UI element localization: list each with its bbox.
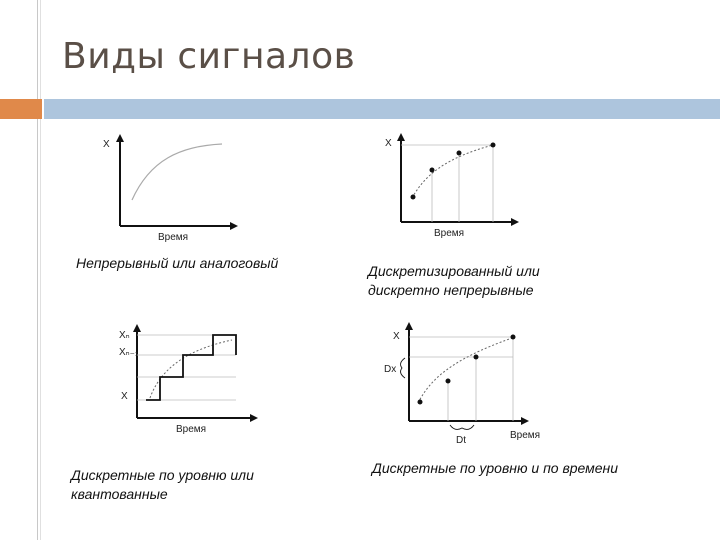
- panel4-y-label: X: [393, 331, 400, 342]
- panel2-dotted-curve: [412, 145, 493, 198]
- panel2-sample-point: [411, 195, 416, 200]
- caption-sampled: [368, 262, 540, 300]
- panel1-x-label: Время: [158, 232, 189, 243]
- panel2-x-label: Время: [434, 228, 465, 239]
- panel3-x-label: Время: [176, 424, 207, 435]
- panel1-y-label: X: [103, 139, 110, 150]
- panel2-y-label: X: [385, 138, 392, 149]
- caption-sampled-line2: дискретно непрерывные: [368, 282, 534, 298]
- panel4-sample-point: [511, 335, 516, 340]
- caption-quantized-line2: квантованные: [71, 486, 168, 502]
- panel4-dx-brace: [401, 358, 405, 378]
- panel3-y-label-low: X: [121, 391, 128, 402]
- panel4-sample-point: [446, 379, 451, 384]
- panel4-sample-point: [474, 355, 479, 360]
- caption-analog: Непрерывный или аналоговый: [76, 255, 279, 271]
- panel4-dt-label: Dt: [456, 435, 466, 446]
- slide-title: Виды сигналов: [62, 36, 356, 77]
- panel3-y-label-top: Xₙ: [119, 330, 130, 341]
- caption-sampled-line1: Дискретизированный или: [368, 263, 540, 279]
- panel-sampled: [385, 135, 517, 239]
- caption-quantized-line1: Дискретные по уровню или: [71, 467, 254, 483]
- panel2-sample-point: [430, 168, 435, 173]
- panel-analog: [103, 136, 236, 243]
- panel2-sample-point: [457, 151, 462, 156]
- panel2-sample-point: [491, 143, 496, 148]
- panel3-dotted-curve: [150, 340, 232, 398]
- panel4-sample-point: [418, 400, 423, 405]
- panel-discrete: [384, 324, 540, 446]
- panel3-step-signal: [146, 335, 236, 400]
- panel3-y-label-mid: Xₙ₋₁: [119, 347, 139, 358]
- panel1-analog-curve: [132, 144, 222, 200]
- panel4-x-label: Время: [510, 430, 541, 441]
- panel-quantized: [119, 326, 256, 435]
- panel4-dt-brace: [450, 425, 474, 429]
- caption-discrete: Дискретные по уровню и по времени: [372, 460, 619, 476]
- caption-quantized: [71, 466, 254, 504]
- panel4-dx-label: Dx: [384, 364, 397, 375]
- panel4-dotted-curve: [418, 338, 512, 403]
